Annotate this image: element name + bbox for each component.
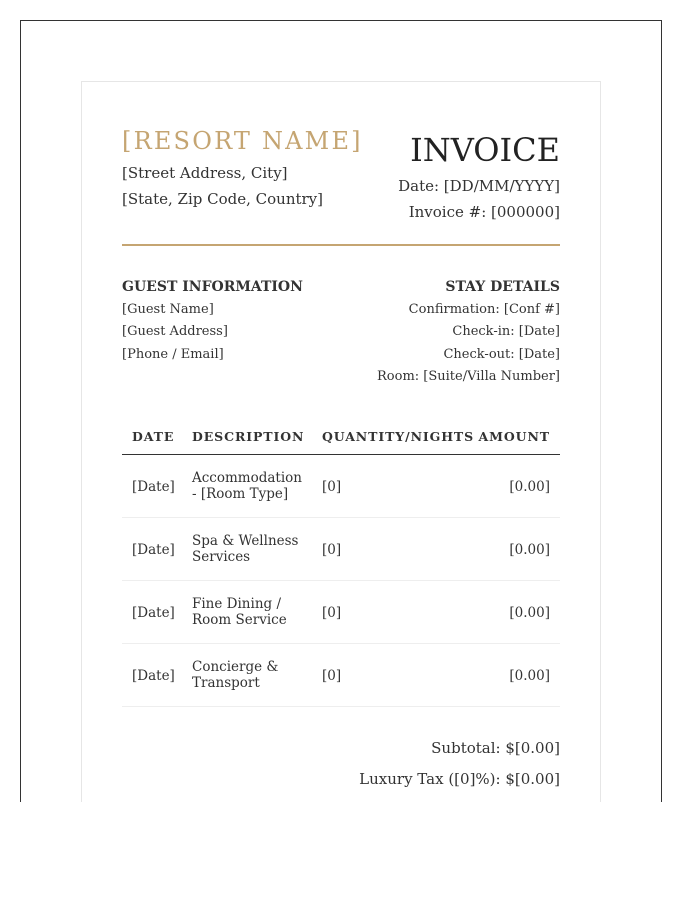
row-quantity: [0] — [322, 605, 342, 621]
row-description: Fine Dining / Room Service — [192, 596, 287, 628]
col-header-amount: AMOUNT — [478, 429, 550, 444]
row-date: [Date] — [132, 668, 175, 684]
row-description: Accommodation - [Room Type] — [192, 470, 302, 502]
row-quantity: [0] — [322, 479, 342, 495]
resort-address-line-2: [State, Zip Code, Country] — [122, 190, 324, 208]
row-quantity: [0] — [322, 542, 342, 558]
charges-table — [122, 419, 560, 707]
table-row — [122, 455, 560, 518]
row-date: [Date] — [132, 542, 175, 558]
invoice-content — [122, 122, 560, 788]
row-amount: [0.00] — [509, 479, 550, 495]
subtotal: Subtotal: $[0.00] — [431, 739, 560, 757]
table-row — [122, 518, 560, 581]
row-amount: [0.00] — [509, 542, 550, 558]
stay-checkin: Check-in: [Date] — [452, 324, 560, 339]
row-description: Concierge & Transport — [192, 659, 279, 691]
resort-address-line-1: [Street Address, City] — [122, 164, 288, 182]
col-header-description: DESCRIPTION — [192, 429, 305, 444]
guest-contact: [Phone / Email] — [122, 347, 224, 362]
row-date: [Date] — [132, 605, 175, 621]
stay-confirmation: Confirmation: [Conf #] — [408, 302, 560, 317]
luxury-tax: Luxury Tax ([0]%): $[0.00] — [359, 770, 560, 788]
row-amount: [0.00] — [509, 668, 550, 684]
row-date: [Date] — [132, 479, 175, 495]
guest-address: [Guest Address] — [122, 324, 228, 339]
stay-details-heading: STAY DETAILS — [445, 279, 560, 295]
col-header-date: DATE — [132, 429, 175, 444]
row-quantity: [0] — [322, 668, 342, 684]
invoice-date: Date: [DD/MM/YYYY] — [398, 177, 560, 195]
invoice-paper — [81, 81, 601, 802]
table-row — [122, 644, 560, 707]
table-row — [122, 581, 560, 644]
guest-name: [Guest Name] — [122, 302, 214, 317]
guest-info-heading: GUEST INFORMATION — [122, 279, 303, 295]
stay-checkout: Check-out: [Date] — [443, 347, 560, 362]
row-amount: [0.00] — [509, 605, 550, 621]
table-header — [122, 419, 560, 455]
row-description: Spa & Wellness Services — [192, 533, 299, 565]
invoice-number: Invoice #: [000000] — [408, 203, 560, 221]
header-divider — [122, 244, 560, 246]
invoice-title: INVOICE — [410, 131, 560, 169]
stay-room: Room: [Suite/Villa Number] — [377, 369, 560, 384]
col-header-quantity: QUANTITY/NIGHTS — [322, 429, 475, 444]
invoice-header — [122, 122, 560, 245]
resort-name: [RESORT NAME] — [122, 127, 363, 155]
